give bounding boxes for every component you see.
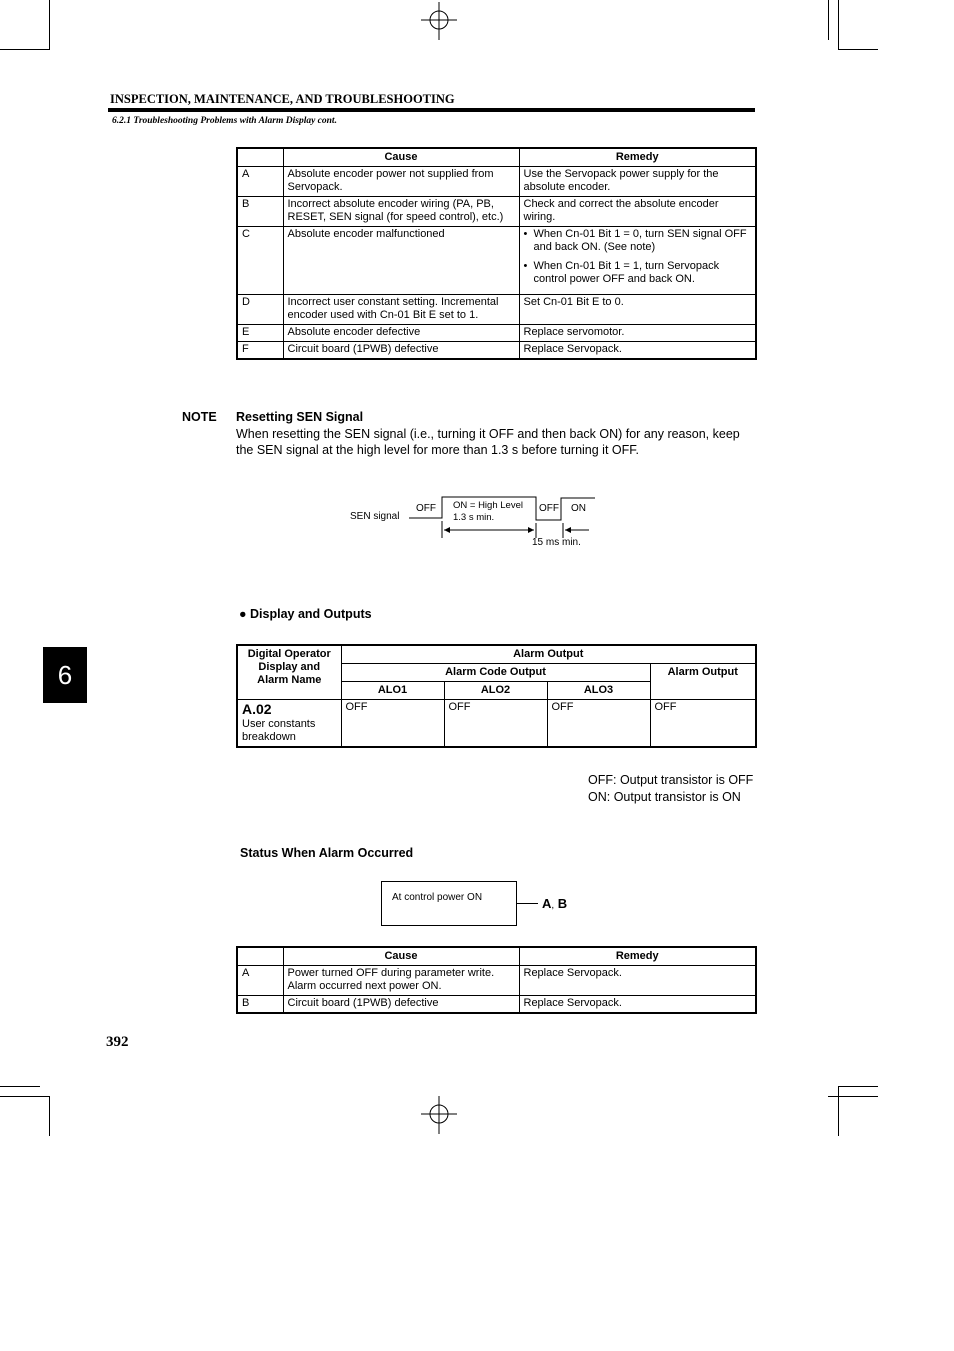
crop-mark (49, 1096, 50, 1136)
page-number: 392 (106, 1034, 129, 1050)
table-row (237, 966, 756, 996)
table-row (237, 700, 756, 748)
crop-mark (828, 0, 829, 40)
row-remedy: Use the Servopack power supply for the absolute encoder. (519, 167, 756, 197)
crop-mark (0, 1086, 40, 1087)
legend-off: OFF: Output transistor is OFF (588, 773, 754, 787)
table-row (237, 295, 756, 325)
alarm-code: A.02 (242, 701, 272, 717)
crop-mark (0, 49, 50, 50)
subsection-title: 6.2.1 Troubleshooting Problems with Alarm Display cont. (112, 116, 337, 126)
row-code: F (237, 342, 283, 360)
table-row (237, 996, 756, 1014)
registration-mark-icon (419, 2, 459, 42)
status-heading: Status When Alarm Occurred (240, 846, 414, 860)
timing-signal-label: SEN signal (350, 511, 400, 522)
note-label: NOTE (182, 410, 217, 424)
table-row (237, 197, 756, 227)
timing-on-high-label: ON = High Level (453, 500, 523, 511)
table-header-remedy: Remedy (519, 148, 756, 167)
status-reference (542, 896, 567, 911)
row-cause: Circuit board (1PWB) defective (283, 342, 519, 360)
alarm-output-subheader: Alarm Output (650, 664, 756, 700)
row-remedy: Replace servomotor. (519, 325, 756, 342)
alarm-output-header: Alarm Output (341, 645, 756, 664)
timing-off-label: OFF (539, 503, 559, 514)
alo1-value: OFF (341, 700, 444, 748)
note-body: When resetting the SEN signal (i.e., turning it OFF and then back ON) for any reason, keep the SEN signal at the high level for more than 1.3 s before turning it OFF. (236, 427, 740, 457)
alo1-header: ALO1 (341, 682, 444, 700)
table-row (237, 325, 756, 342)
timing-on-label: ON (571, 503, 586, 514)
crop-mark (828, 1096, 878, 1097)
row-code: B (237, 996, 283, 1014)
row-remedy: Replace Servopack. (519, 996, 756, 1014)
legend-on: ON: Output transistor is ON (588, 790, 741, 804)
row-code: A (237, 167, 283, 197)
row-remedy: Set Cn-01 Bit E to 0. (519, 295, 756, 325)
status-connector (516, 903, 538, 904)
row-code: E (237, 325, 283, 342)
status-box-label: At control power ON (392, 892, 483, 903)
row-remedy: Replace Servopack. (519, 342, 756, 360)
reference-b: B (557, 896, 568, 911)
reference-a: A (542, 896, 552, 911)
crop-mark (838, 0, 839, 50)
alo3-header: ALO3 (547, 682, 650, 700)
row-code: A (237, 966, 283, 996)
table-header-code (237, 947, 283, 966)
table-header-remedy: Remedy (519, 947, 756, 966)
crop-mark (838, 1086, 878, 1087)
registration-mark-icon (419, 1096, 459, 1136)
row-cause: Incorrect absolute encoder wiring (PA, PB, RESET, SEN signal (for speed control), etc.) (283, 197, 519, 227)
bullet-icon: ● (239, 607, 251, 621)
cause-remedy-table (236, 147, 757, 360)
crop-mark (838, 1086, 839, 1136)
row-cause: Circuit board (1PWB) defective (283, 996, 519, 1014)
row-remedy: Replace Servopack. (519, 966, 756, 996)
note-title: Resetting SEN Signal (236, 410, 364, 424)
reference-separator: , (551, 900, 555, 911)
timing-duration-label: 1.3 s min. (453, 512, 495, 523)
row-cause: Absolute encoder malfunctioned (283, 227, 519, 295)
alarm-name: User constants breakdown (242, 718, 316, 743)
remedy-bullet: • When Cn-01 Bit 1 = 1, turn Servopack control power OFF and back ON. (524, 260, 752, 286)
table-header-code (237, 148, 283, 167)
display-outputs-heading (239, 607, 372, 621)
operator-display-header: Digital Operator Display and Alarm Name (237, 645, 341, 700)
row-cause: Absolute encoder power not supplied from Servopack. (283, 167, 519, 197)
crop-mark (49, 0, 50, 50)
row-cause: Incorrect user constant setting. Incremental encoder used with Cn-01 Bit E set to 1. (283, 295, 519, 325)
status-cause-remedy-table (236, 946, 757, 1014)
timing-off-label: OFF (416, 503, 436, 514)
alo2-header: ALO2 (444, 682, 547, 700)
row-remedy: Check and correct the absolute encoder wiring. (519, 197, 756, 227)
row-remedy (519, 227, 756, 295)
row-code: B (237, 197, 283, 227)
crop-mark (838, 49, 878, 50)
alarm-output-value: OFF (650, 700, 756, 748)
row-code: D (237, 295, 283, 325)
alarm-cell (237, 700, 341, 748)
table-header-cause: Cause (283, 947, 519, 966)
row-code: C (237, 227, 283, 295)
alo2-value: OFF (444, 700, 547, 748)
timing-min-label: 15 ms min. (532, 537, 581, 548)
display-outputs-title: Display and Outputs (250, 607, 372, 621)
chapter-tab: 6 (43, 647, 87, 703)
table-row (237, 227, 756, 295)
remedy-bullet: • When Cn-01 Bit 1 = 0, turn SEN signal OFF and back ON. (See note) (524, 228, 752, 254)
crop-mark (0, 1096, 50, 1097)
alarm-code-output-header: Alarm Code Output (341, 664, 650, 682)
header-rule (108, 108, 755, 112)
status-box (381, 881, 517, 926)
table-row (237, 167, 756, 197)
alo3-value: OFF (547, 700, 650, 748)
table-row (237, 342, 756, 360)
row-cause: Power turned OFF during parameter write. Alarm occurred next power ON. (283, 966, 519, 996)
table-header-cause: Cause (283, 148, 519, 167)
section-title: INSPECTION, MAINTENANCE, AND TROUBLESHOOTING (110, 92, 455, 106)
display-outputs-table (236, 644, 757, 748)
row-cause: Absolute encoder defective (283, 325, 519, 342)
